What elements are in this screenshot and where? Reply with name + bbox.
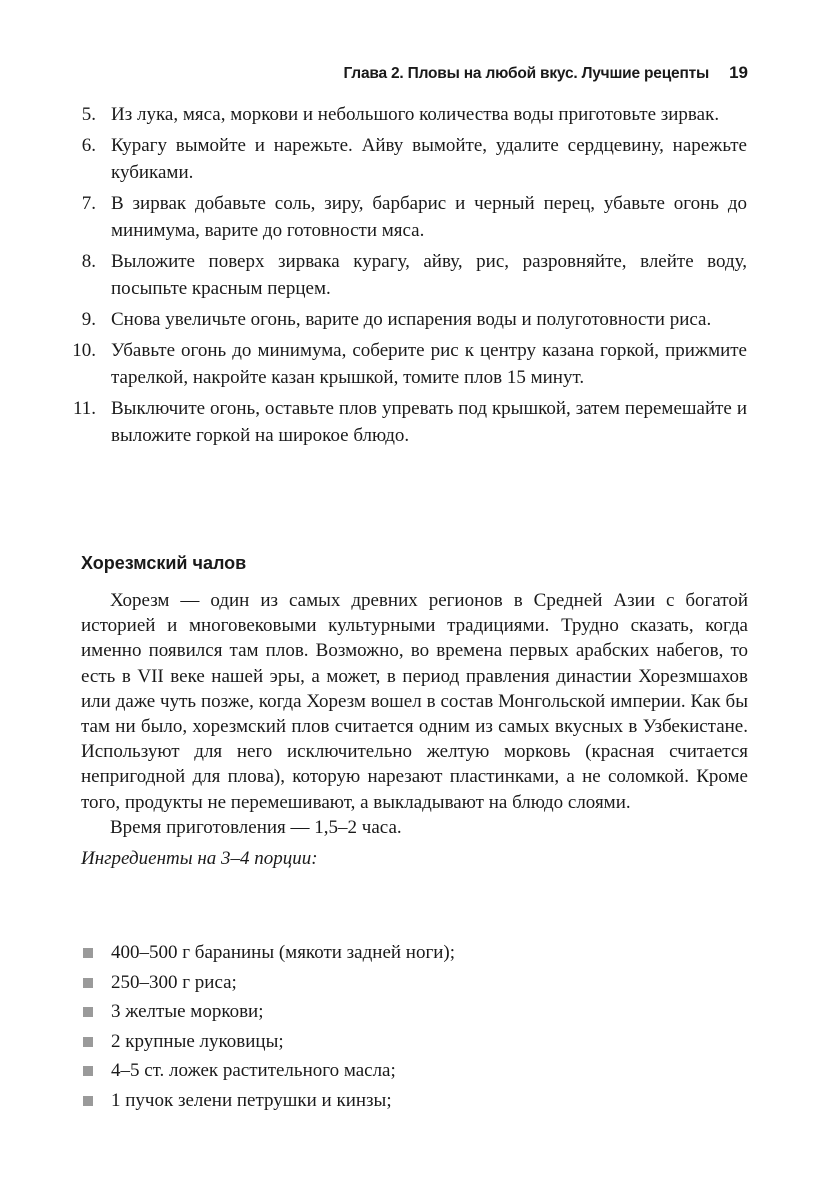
chapter-title: Глава 2. Пловы на любой вкус. Лучшие рецепты — [343, 65, 710, 82]
recipe-step — [0, 190, 747, 244]
recipe-step — [0, 132, 747, 186]
recipe-step — [0, 248, 747, 302]
step-text: Курагу вымойте и нарежьте. Айву вымойте, удалите сердцевину, нарежьте кубиками. — [111, 135, 747, 183]
step-number: 7. — [81, 193, 96, 214]
ingredient-item — [81, 1086, 748, 1116]
ingredient-text: 1 пучок зелени петрушки и кинзы; — [111, 1089, 392, 1111]
step-text: Выложите поверх зирвака курагу, айву, рис, разровняйте, влейте воду, посыпьте красным перцем. — [111, 251, 747, 299]
ingredient-text: 4–5 ст. ложек растительного масла; — [111, 1060, 396, 1081]
ingredient-text: 2 крупные луковицы; — [111, 1030, 284, 1052]
step-text: В зирвак добавьте соль, зиру, барбарис и черный перец, убавьте огонь до минимума, варите до готовности мяса. — [111, 193, 747, 241]
recipe-steps-list — [0, 101, 830, 453]
step-number: 9. — [81, 309, 96, 330]
square-bullet-icon — [83, 1066, 93, 1076]
step-number: 10. — [72, 340, 96, 361]
step-text: Убавьте огонь до минимума, соберите рис к центру казана горкой, прижмите тарелкой, накройте казан крышкой, томите плов 15 минут. — [111, 340, 747, 388]
ingredient-item — [81, 1027, 748, 1057]
square-bullet-icon — [83, 978, 93, 988]
cooking-time: Время приготовления — 1,5–2 часа. — [110, 816, 402, 838]
step-number: 6. — [81, 135, 96, 156]
ingredient-text: 250–300 г риса; — [111, 971, 237, 993]
running-head — [80, 60, 748, 86]
step-number: 8. — [81, 251, 96, 272]
ingredient-text: 3 желтые моркови; — [111, 1001, 264, 1022]
recipe-step — [0, 337, 747, 391]
ingredient-item — [81, 968, 748, 998]
square-bullet-icon — [83, 1096, 93, 1106]
step-number: 5. — [81, 104, 96, 125]
ingredients-heading: Ингредиенты на 3–4 порции: — [81, 848, 318, 870]
recipe-step — [0, 395, 747, 449]
square-bullet-icon — [83, 948, 93, 958]
step-text: Из лука, мяса, моркови и небольшого количества воды приготовьте зирвак. — [111, 104, 720, 125]
step-text: Выключите огонь, оставьте плов упревать под крышкой, затем перемешайте и выложите горкой на широкое блюдо. — [111, 398, 747, 446]
recipe-step — [0, 306, 747, 333]
page-number: 19 — [729, 63, 748, 82]
ingredient-text: 400–500 г баранины (мякоти задней ноги); — [111, 942, 456, 963]
section-body — [81, 588, 748, 871]
ingredients-list — [81, 938, 748, 1115]
section-title: Хорезмский чалов — [81, 553, 247, 573]
square-bullet-icon — [83, 1007, 93, 1017]
ingredient-item — [81, 1056, 748, 1086]
intro-paragraph: Хорезм — один из самых древних регионов в Средней Азии с богатой историей и многовековыми культурными традициями. Трудно сказать, когда именно появился там плов. Возможно, во времена первых арабских набегов, то есть в VII веке нашей эры, а может, в период правления династии Хорезмшахов или даже чуть позже, когда Хорезм вошел в состав Монгольской империи. Как бы там ни было, хорезмский плов считается одним из самых вкусных в Узбекистане. Используют для него исключительно желтую морковь (красная считается непригодной для плова), которую нарезают пластинками, а не соломкой. Кроме того, продукты не перемешивают, а выкладывают на блюдо слоями. — [81, 590, 748, 813]
square-bullet-icon — [83, 1037, 93, 1047]
recipe-step — [0, 101, 747, 128]
ingredient-item — [81, 938, 748, 968]
step-number: 11. — [72, 398, 96, 419]
step-text: Снова увеличьте огонь, варите до испарения воды и полуготовности риса. — [111, 309, 712, 330]
ingredient-item — [81, 997, 748, 1027]
